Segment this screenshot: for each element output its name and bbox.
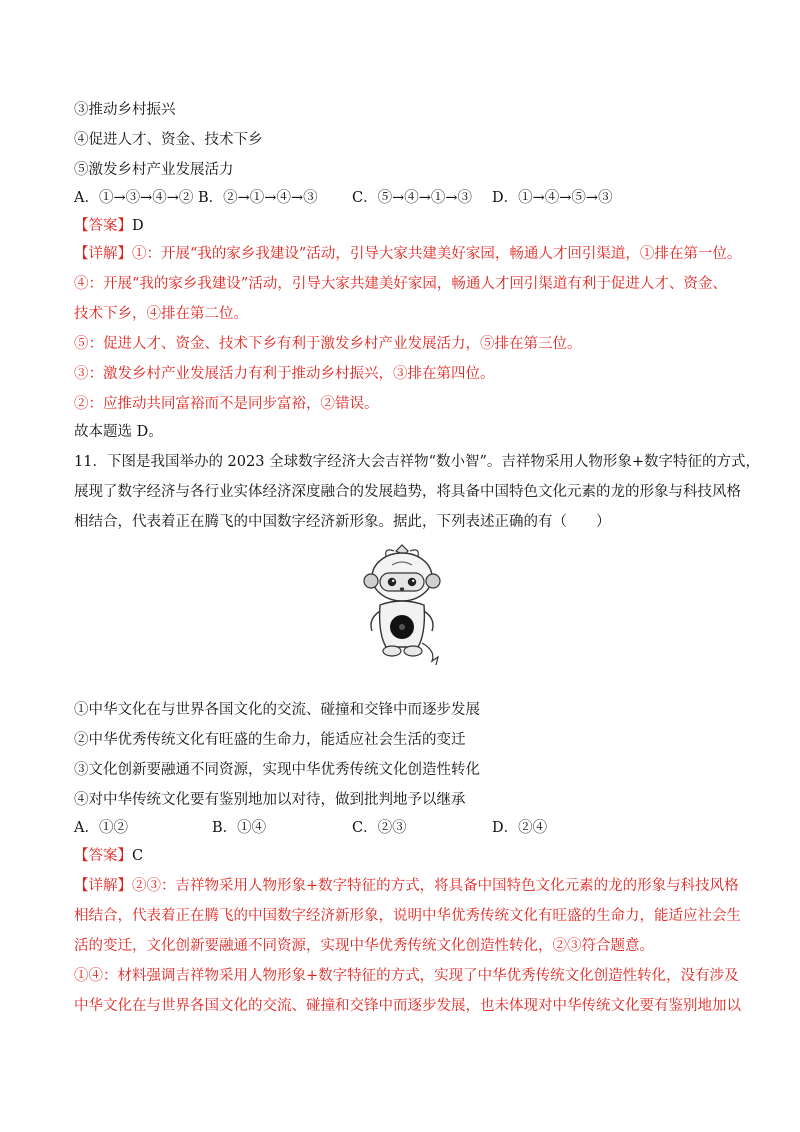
detail-tag: 【详解】 bbox=[74, 246, 132, 262]
q10-option-c: C．⑤→④→①→③ bbox=[352, 190, 473, 206]
q10-item-3: ③推动乡村振兴 bbox=[74, 102, 176, 118]
q10-answer bbox=[74, 216, 144, 236]
q10-detail-line-2: ④：开展“我的家乡我建设”活动，引导大家共建美好家园，畅通人才回引渠道有利于促进人才、资金、 bbox=[74, 276, 727, 292]
answer-value: C bbox=[132, 848, 144, 864]
q10-detail-line-3: 技术下乡，④排在第二位。 bbox=[74, 306, 248, 322]
q11-option-c: C．②③ bbox=[352, 820, 407, 836]
q11-detail-line-5: 中华文化在与世界各国文化的交流、碰撞和交锋中而逐步发展，也未体现对中华传统文化要有鉴别地加以 bbox=[74, 998, 741, 1014]
q10-item-5: ⑤激发乡村产业发展活力 bbox=[74, 162, 234, 178]
q10-conclusion: 故本题选 D。 bbox=[74, 424, 163, 440]
q11-detail-line-4: ①④：材料强调吉祥物采用人物形象+数字特征的方式，实现了中华优秀传统文化创造性转化，没有涉及 bbox=[74, 968, 739, 984]
q10-detail-line-1: 【详解】①：开展“我的家乡我建设”活动，引导大家共建美好家园，畅通人才回引渠道，①排在第一位。 bbox=[74, 246, 742, 262]
q11-stem-line-2: 展现了数字经济与各行业实体经济深度融合的发展趋势，将具备中国特色文化元素的龙的形象与科技风格 bbox=[74, 484, 741, 500]
detail-tag: 【详解】 bbox=[74, 878, 132, 894]
answer-tag: 【答案】 bbox=[74, 218, 132, 234]
q11-item-4: ④对中华传统文化要有鉴别地加以对待，做到批判地予以继承 bbox=[74, 792, 466, 808]
q10-detail-line-6: ②：应推动共同富裕而不是同步富裕，②错误。 bbox=[74, 396, 379, 412]
q10-detail-line-5: ③：激发乡村产业发展活力有利于推动乡村振兴，③排在第四位。 bbox=[74, 366, 495, 382]
q10-detail-line-4: ⑤：促进人才、资金、技术下乡有利于激发乡村产业发展活力，⑤排在第三位。 bbox=[74, 336, 582, 352]
q11-stem-line-3: 相结合，代表着正在腾飞的中国数字经济新形象。据此，下列表述正确的有（ ） bbox=[74, 514, 611, 530]
answer-tag: 【答案】 bbox=[74, 848, 132, 864]
q11-answer bbox=[74, 846, 143, 866]
q10-option-d: D．①→④→⑤→③ bbox=[492, 190, 613, 206]
q10-option-a: A．①→③→④→② bbox=[74, 190, 194, 206]
q11-item-2: ②中华优秀传统文化有旺盛的生命力，能适应社会生活的变迁 bbox=[74, 732, 466, 748]
q11-detail-line-3: 活的变迁，文化创新要融通不同资源，实现中华优秀传统文化创造性转化，②③符合题意。 bbox=[74, 938, 654, 954]
q11-option-b: B．①④ bbox=[212, 820, 267, 836]
answer-value: D bbox=[132, 218, 144, 234]
q11-option-d: D．②④ bbox=[492, 820, 548, 836]
q11-detail-line-1: 【详解】②③：吉祥物采用人物形象+数字特征的方式，将具备中国特色文化元素的龙的形象与科技风格 bbox=[74, 878, 739, 894]
q11-item-3: ③文化创新要融通不同资源，实现中华优秀传统文化创造性转化 bbox=[74, 762, 480, 778]
q11-item-1: ①中华文化在与世界各国文化的交流、碰撞和交锋中而逐步发展 bbox=[74, 702, 480, 718]
q10-option-b: B．②→①→④→③ bbox=[198, 190, 318, 206]
q10-item-4: ④促进人才、资金、技术下乡 bbox=[74, 132, 263, 148]
q11-option-a: A．①② bbox=[74, 820, 128, 836]
dragon-mascot-illustration bbox=[356, 543, 446, 671]
q11-stem-line-1: 11．下图是我国举办的 2023 全球数字经济大会吉祥物“数小智”。吉祥物采用人物形象+数字特征的方式， bbox=[74, 454, 761, 470]
q11-detail-line-2: 相结合，代表着正在腾飞的中国数字经济新形象，说明中华优秀传统文化有旺盛的生命力，能适应社会生 bbox=[74, 908, 741, 924]
